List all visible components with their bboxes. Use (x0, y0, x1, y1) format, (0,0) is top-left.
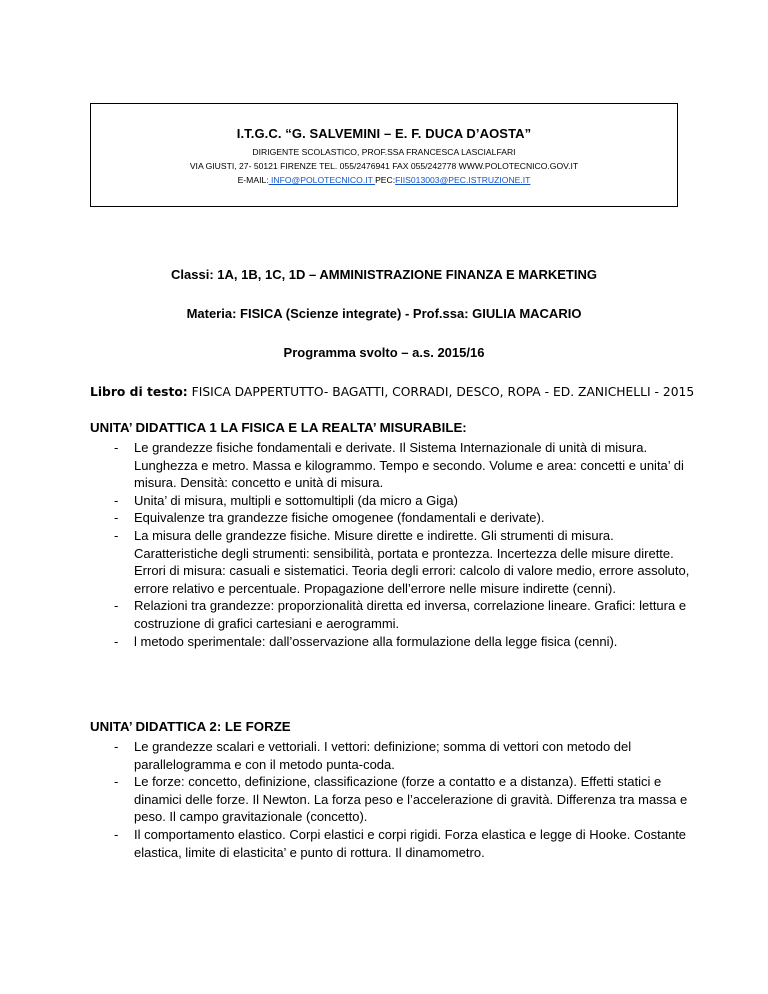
principal-line: DIRIGENTE SCOLASTICO, PROF.SSA FRANCESCA LASCIALFARI (252, 147, 516, 157)
list-marker: - (114, 633, 119, 649)
list-item: - Le grandezze fisiche fondamentali e derivate. Il Sistema Internazionale di unità di misura. Lunghezza e metro. Massa e kilogrammo. Tempo e secondo. Volume e area: concetti e unita’ di misura. Densità: concetto e unità di misura. (114, 440, 684, 491)
list-marker: - (114, 598, 119, 614)
unit-2-title: UNITA’ DIDATTICA 2: LE FORZE (90, 719, 291, 734)
list-item: - Equivalenze tra grandezze fisiche omogenee (fondamentali e derivate). (114, 510, 545, 526)
list-item: - Le grandezze scalari e vettoriali. I vettori: definizione; somma di vettori con metodo del parallelogramma e con il metodo punta-coda. (114, 739, 632, 772)
pec-prefix: PEC: (375, 175, 396, 185)
pec-link[interactable]: FIIS013003@PEC.ISTRUZIONE.IT (395, 175, 531, 185)
textbook-line (90, 385, 694, 399)
list-marker: - (114, 492, 119, 508)
classes-heading: Classi: 1A, 1B, 1C, 1D – AMMINISTRAZIONE FINANZA E MARKETING (171, 267, 597, 282)
list-item: - Le forze: concetto, definizione, classificazione (forze a contatto e a distanza). Effetti statici e dinamici delle forze. Il Newton. La forza peso e l’accelerazione di gravità. Differenza tra massa e peso. Il campo gravitazionale (concetto). (114, 774, 688, 825)
textbook-value: FISICA DAPPERTUTTO- BAGATTI, CORRADI, DESCO, ROPA - ED. ZANICHELLI - 2015 (187, 385, 695, 399)
unit-1-list (90, 439, 690, 650)
list-item: - Relazioni tra grandezze: proporzionalità diretta ed inversa, correlazione lineare. Grafici: lettura e costruzione di grafici cartesiani e aerogrammi. (114, 598, 687, 631)
list-marker: - (114, 826, 119, 842)
unit-2-list (90, 738, 690, 861)
list-item: - Unita’ di misura, multipli e sottomultipli (da micro a Giga) (114, 492, 458, 508)
contact-line (91, 175, 677, 186)
list-marker: - (114, 510, 119, 526)
unit-1-title: UNITA’ DIDATTICA 1 LA FISICA E LA REALTA’ MISURABILE: (90, 420, 467, 435)
email-link[interactable]: INFO@POLOTECNICO.IT (268, 175, 376, 185)
list-marker: - (114, 440, 119, 455)
school-name: I.T.G.C. “G. SALVEMINI – E. F. DUCA D’AOSTA” (236, 126, 532, 141)
email-prefix: E-MAIL: (237, 175, 269, 185)
program-heading: Programma svolto – a.s. 2015/16 (283, 345, 485, 360)
list-item: - Il comportamento elastico. Corpi elastici e corpi rigidi. Forza elastica e legge di Hooke. Costante elastica, limite di elasticita’ e punto di rottura. Il dinamometro. (114, 826, 687, 860)
list-marker: - (114, 527, 119, 543)
textbook-label: Libro di testo: (90, 385, 188, 399)
subject-heading: Materia: FISICA (Scienze integrate) - Prof.ssa: GIULIA MACARIO (186, 306, 582, 321)
list-marker: - (114, 774, 119, 790)
letterhead-box (90, 103, 678, 207)
address-line: VIA GIUSTI, 27- 50121 FIRENZE TEL. 055/2476941 FAX 055/242778 WWW.POLOTECNICO.GOV.IT (189, 161, 579, 171)
list-item: - l metodo sperimentale: dall’osservazione alla formulazione della legge fisica (cenni). (114, 633, 618, 649)
list-item: - La misura delle grandezze fisiche. Misure dirette e indirette. Gli strumenti di misura. Caratteristiche degli strumenti: sensibilità, portata e prontezza. Incertezza delle misure dirette. Errori di misura: casuali e sistematici. Teoria degli errori: calcolo di valore medio, errore assoluto, errore relativo e percentuale. Propagazione dell’errore nelle misure indirette (cenni). (114, 527, 690, 596)
list-marker: - (114, 739, 119, 754)
